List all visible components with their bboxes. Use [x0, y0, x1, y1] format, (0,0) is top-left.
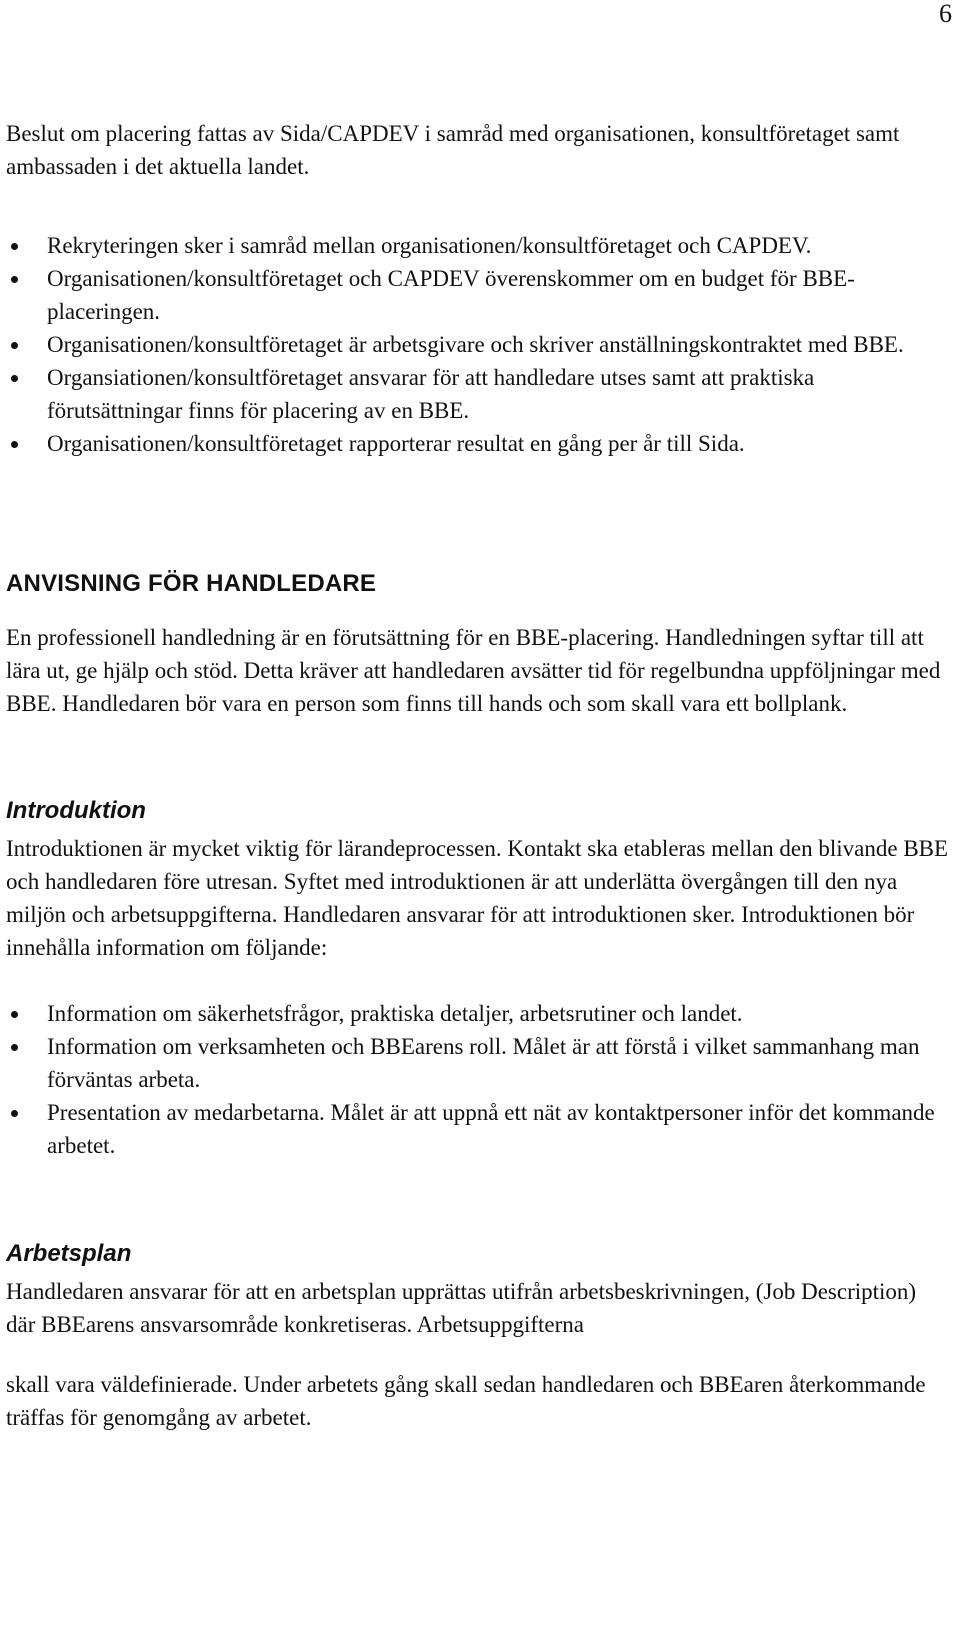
list-item: Organisationen/konsultföretaget rapporterar resultat en gång per år till Sida.	[6, 427, 950, 460]
list-item: Information om säkerhetsfrågor, praktiska detaljer, arbetsrutiner och landet.	[6, 997, 950, 1030]
section-heading-arbetsplan: Arbetsplan	[6, 1240, 132, 1267]
page-number: 6	[939, 0, 952, 28]
section-heading-introduktion: Introduktion	[6, 797, 146, 824]
arbetsplan-paragraph-1: Handledaren ansvarar för att en arbetsplan upprättas utifrån arbetsbeskrivningen, (Job Description) där BBEarens ansvarsområde konkretiseras. Arbetsuppgifterna	[6, 1279, 917, 1337]
introduktion-paragraph: Introduktionen är mycket viktig för lärandeprocessen. Kontakt ska etableras mellan den blivande BBE och handledaren före utresan. Syftet med introduktionen är att underlätta övergången till den nya miljön och arbetsuppgifterna. Handledaren ansvarar för att introduktionen sker. Introduktionen bör innehålla information om följande:	[6, 836, 949, 960]
list-item: Organisationen/konsultföretaget är arbetsgivare och skriver anställningskontraktet med BBE.	[6, 328, 950, 361]
list-item: Organsiationen/konsultföretaget ansvarar för att handledare utses samt att praktiska förutsättningar finns för placering av en BBE.	[6, 361, 950, 427]
responsibility-list	[6, 229, 950, 460]
list-item: Presentation av medarbetarna. Målet är att uppnå ett nät av kontaktpersoner inför det kommande arbetet.	[6, 1096, 950, 1162]
document-body	[6, 117, 950, 1434]
section-heading-handledare: ANVISNING FÖR HANDLEDARE	[6, 570, 377, 597]
list-item: Rekryteringen sker i samråd mellan organisationen/konsultföretaget och CAPDEV.	[6, 229, 950, 262]
handledare-paragraph: En professionell handledning är en förutsättning för en BBE-placering. Handledningen syftar till att lära ut, ge hjälp och stöd. Detta kräver att handledaren avsätter tid för regelbundna uppföljningar med BBE. Handledaren bör vara en person som finns till hands och som skall vara ett bollplank.	[6, 625, 941, 716]
list-item: Organisationen/konsultföretaget och CAPDEV överenskommer om en budget för BBE-placeringen.	[6, 262, 950, 328]
arbetsplan-paragraph-2: skall vara väldefinierade. Under arbetets gång skall sedan handledaren och BBEaren återkommande träffas för genomgång av arbetet.	[6, 1372, 926, 1430]
list-item: Information om verksamheten och BBEarens roll. Målet är att förstå i vilket sammanhang man förväntas arbeta.	[6, 1030, 950, 1096]
introduktion-list	[6, 997, 950, 1162]
intro-paragraph: Beslut om placering fattas av Sida/CAPDEV i samråd med organisationen, konsultföretaget samt ambassaden i det aktuella landet.	[6, 121, 900, 179]
